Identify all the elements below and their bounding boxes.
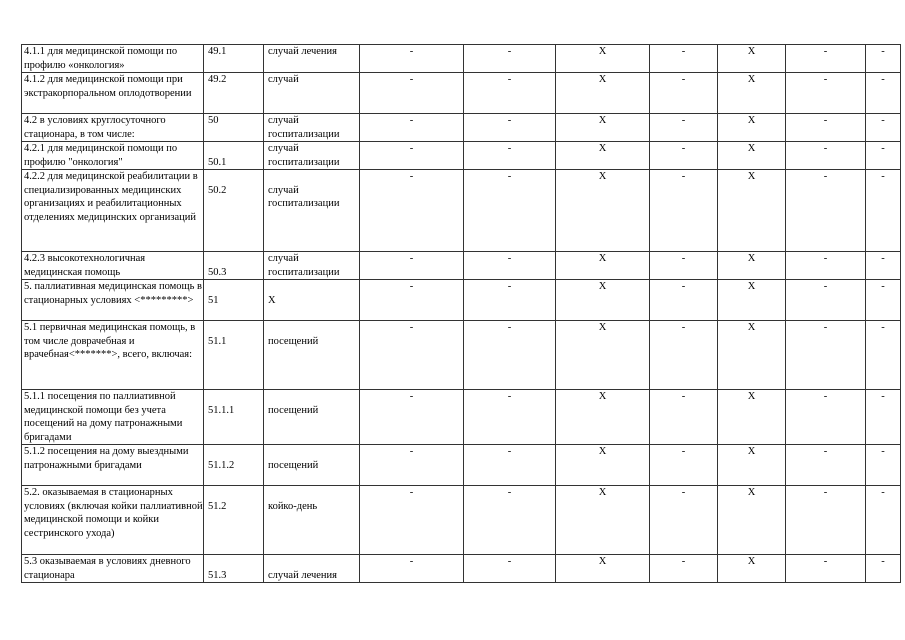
value-cell-text: - bbox=[681, 487, 686, 498]
value-cell-text: X bbox=[747, 322, 756, 333]
unit-cell-text: случай лечения bbox=[268, 46, 337, 57]
unit-cell-text: койко-день bbox=[268, 500, 318, 512]
value-cell bbox=[464, 445, 556, 486]
value-cell bbox=[360, 486, 464, 555]
value-cell bbox=[650, 73, 718, 114]
value-cell bbox=[786, 114, 866, 142]
value-cell bbox=[786, 170, 866, 252]
value-cell bbox=[650, 114, 718, 142]
indicator-name-cell bbox=[22, 114, 204, 142]
value-cell-text: - bbox=[823, 322, 828, 333]
table-body bbox=[22, 45, 901, 583]
value-cell bbox=[650, 45, 718, 73]
row-code-cell-text: 49.1 bbox=[208, 46, 227, 57]
unit-cell-text: посещений bbox=[268, 459, 319, 471]
row-code-cell bbox=[204, 170, 264, 252]
value-cell bbox=[650, 321, 718, 390]
value-cell-text: - bbox=[507, 171, 512, 182]
value-cell-text: - bbox=[881, 46, 885, 57]
value-cell-text: - bbox=[507, 391, 512, 402]
unit-cell-text: случай лечения bbox=[268, 569, 337, 581]
indicator-name-cell-text: 4.1.2 для медицинской помощи при экстракорпоральном оплодотворении bbox=[24, 74, 192, 99]
value-cell-text: - bbox=[507, 446, 512, 457]
indicator-name-cell-text: 5.3 оказываемая в условиях дневного стационара bbox=[24, 556, 191, 581]
value-cell-text: - bbox=[681, 253, 686, 264]
value-cell-text: X bbox=[598, 487, 607, 498]
indicator-name-cell bbox=[22, 142, 204, 170]
value-cell bbox=[360, 45, 464, 73]
indicator-name-cell bbox=[22, 445, 204, 486]
value-cell bbox=[786, 252, 866, 280]
value-cell bbox=[718, 445, 786, 486]
value-cell-text: - bbox=[507, 253, 512, 264]
unit-cell-text: случай bbox=[268, 74, 299, 85]
value-cell bbox=[786, 555, 866, 583]
row-code-cell-text: 50.2 bbox=[208, 184, 227, 196]
value-cell bbox=[650, 555, 718, 583]
value-cell-text: - bbox=[507, 556, 512, 567]
value-cell-text: - bbox=[823, 74, 828, 85]
table-row bbox=[22, 45, 901, 73]
value-cell bbox=[718, 280, 786, 321]
value-cell-text: - bbox=[681, 322, 686, 333]
table-row bbox=[22, 321, 901, 390]
value-cell-text: - bbox=[409, 487, 414, 498]
value-cell bbox=[650, 390, 718, 445]
value-cell-text: X bbox=[747, 171, 756, 182]
data-table bbox=[21, 44, 901, 583]
value-cell bbox=[650, 252, 718, 280]
value-cell bbox=[556, 73, 650, 114]
value-cell-text: - bbox=[881, 281, 885, 292]
indicator-name-cell bbox=[22, 555, 204, 583]
value-cell-text: X bbox=[598, 171, 607, 182]
value-cell bbox=[464, 390, 556, 445]
indicator-name-cell-text: 4.1.1 для медицинской помощи по профилю «онкология» bbox=[24, 46, 178, 71]
table-row bbox=[22, 445, 901, 486]
value-cell-text: - bbox=[881, 115, 885, 126]
value-cell-text: - bbox=[409, 46, 414, 57]
indicator-name-cell-text: 4.2 в условиях круглосуточного стационара, в том числе: bbox=[24, 115, 166, 140]
table-row bbox=[22, 486, 901, 555]
value-cell bbox=[556, 142, 650, 170]
value-cell-text: - bbox=[507, 46, 512, 57]
indicator-name-cell bbox=[22, 45, 204, 73]
value-cell-text: - bbox=[823, 46, 828, 57]
value-cell bbox=[464, 142, 556, 170]
value-cell bbox=[556, 390, 650, 445]
value-cell bbox=[718, 45, 786, 73]
value-cell bbox=[360, 321, 464, 390]
value-cell-text: X bbox=[747, 446, 756, 457]
value-cell-text: X bbox=[747, 253, 756, 264]
value-cell-text: - bbox=[409, 281, 414, 292]
value-cell-text: - bbox=[881, 253, 885, 264]
value-cell-text: X bbox=[747, 46, 756, 57]
indicator-name-cell bbox=[22, 280, 204, 321]
value-cell bbox=[464, 73, 556, 114]
value-cell-text: - bbox=[681, 281, 686, 292]
value-cell bbox=[866, 445, 901, 486]
value-cell-text: X bbox=[747, 556, 756, 567]
value-cell bbox=[718, 73, 786, 114]
indicator-name-cell bbox=[22, 321, 204, 390]
value-cell-text: - bbox=[681, 391, 686, 402]
unit-cell bbox=[264, 114, 360, 142]
value-cell-text: - bbox=[823, 281, 828, 292]
indicator-name-cell-text: 5.1.1 посещения по паллиативной медицинской помощи без учета посещений на дому патронажными бригадами bbox=[24, 391, 183, 443]
value-cell-text: - bbox=[507, 143, 512, 154]
unit-cell bbox=[264, 390, 360, 445]
indicator-name-cell bbox=[22, 252, 204, 280]
row-code-cell-text: 51.2 bbox=[208, 500, 227, 512]
unit-cell-text: случай госпитализации bbox=[268, 115, 340, 140]
value-cell bbox=[786, 321, 866, 390]
value-cell bbox=[786, 445, 866, 486]
table-row bbox=[22, 390, 901, 445]
row-code-cell-text: 49.2 bbox=[208, 74, 227, 85]
value-cell-text: - bbox=[881, 74, 885, 85]
value-cell-text: X bbox=[747, 115, 756, 126]
value-cell bbox=[718, 321, 786, 390]
value-cell-text: - bbox=[681, 556, 686, 567]
unit-cell-text: случай госпитализации bbox=[268, 253, 340, 278]
value-cell-text: - bbox=[507, 322, 512, 333]
value-cell bbox=[650, 280, 718, 321]
value-cell-text: - bbox=[823, 171, 828, 182]
value-cell bbox=[866, 114, 901, 142]
value-cell bbox=[866, 142, 901, 170]
unit-cell bbox=[264, 445, 360, 486]
value-cell bbox=[786, 142, 866, 170]
indicator-name-cell-text: 5.2. оказываемая в стационарных условиях (включая койки паллиативной медицинской помощи и койки сестринского ухода) bbox=[24, 487, 203, 539]
value-cell-text: - bbox=[507, 115, 512, 126]
table-row bbox=[22, 73, 901, 114]
value-cell bbox=[464, 486, 556, 555]
table-row bbox=[22, 142, 901, 170]
unit-cell-text: случай госпитализации bbox=[268, 184, 340, 209]
value-cell-text: - bbox=[409, 115, 414, 126]
value-cell bbox=[360, 390, 464, 445]
value-cell bbox=[556, 114, 650, 142]
row-code-cell-text: 51.3 bbox=[208, 569, 227, 581]
row-code-cell bbox=[204, 555, 264, 583]
value-cell-text: X bbox=[747, 74, 756, 85]
value-cell bbox=[464, 114, 556, 142]
row-code-cell bbox=[204, 142, 264, 170]
value-cell bbox=[360, 73, 464, 114]
value-cell-text: X bbox=[747, 391, 756, 402]
value-cell-text: - bbox=[507, 487, 512, 498]
value-cell-text: - bbox=[881, 391, 885, 402]
value-cell bbox=[866, 45, 901, 73]
value-cell-text: - bbox=[823, 143, 828, 154]
value-cell bbox=[650, 170, 718, 252]
value-cell bbox=[464, 280, 556, 321]
value-cell-text: - bbox=[409, 391, 414, 402]
value-cell bbox=[786, 280, 866, 321]
value-cell bbox=[866, 486, 901, 555]
unit-cell bbox=[264, 45, 360, 73]
value-cell-text: X bbox=[598, 322, 607, 333]
row-code-cell bbox=[204, 445, 264, 486]
indicator-name-cell-text: 4.2.3 высокотехнологичная медицинская помощь bbox=[24, 253, 146, 278]
unit-cell bbox=[264, 486, 360, 555]
value-cell-text: - bbox=[507, 74, 512, 85]
indicator-name-cell-text: 5.1.2 посещения на дому выездными патронажными бригадами bbox=[24, 446, 189, 471]
value-cell bbox=[556, 486, 650, 555]
unit-cell bbox=[264, 252, 360, 280]
table-row bbox=[22, 170, 901, 252]
table-row bbox=[22, 252, 901, 280]
value-cell-text: - bbox=[409, 556, 414, 567]
value-cell-text: - bbox=[881, 143, 885, 154]
value-cell bbox=[786, 73, 866, 114]
value-cell-text: X bbox=[598, 74, 607, 85]
value-cell bbox=[360, 555, 464, 583]
value-cell bbox=[866, 555, 901, 583]
value-cell-text: X bbox=[598, 46, 607, 57]
value-cell-text: - bbox=[823, 487, 828, 498]
value-cell-text: - bbox=[681, 46, 686, 57]
value-cell-text: - bbox=[681, 74, 686, 85]
value-cell bbox=[718, 555, 786, 583]
value-cell bbox=[718, 486, 786, 555]
value-cell-text: X bbox=[598, 556, 607, 567]
value-cell bbox=[360, 170, 464, 252]
value-cell bbox=[464, 555, 556, 583]
unit-cell-text: X bbox=[268, 294, 276, 306]
value-cell-text: - bbox=[823, 115, 828, 126]
unit-cell bbox=[264, 280, 360, 321]
row-code-cell bbox=[204, 45, 264, 73]
value-cell bbox=[556, 555, 650, 583]
value-cell bbox=[556, 321, 650, 390]
row-code-cell bbox=[204, 73, 264, 114]
value-cell bbox=[556, 280, 650, 321]
value-cell-text: - bbox=[881, 556, 885, 567]
value-cell bbox=[360, 142, 464, 170]
value-cell bbox=[360, 280, 464, 321]
value-cell-text: - bbox=[881, 322, 885, 333]
value-cell bbox=[786, 45, 866, 73]
value-cell bbox=[786, 390, 866, 445]
value-cell-text: - bbox=[409, 446, 414, 457]
value-cell bbox=[866, 170, 901, 252]
value-cell bbox=[556, 252, 650, 280]
value-cell bbox=[556, 170, 650, 252]
value-cell bbox=[718, 252, 786, 280]
row-code-cell-text: 51.1.1 bbox=[208, 404, 235, 416]
value-cell bbox=[464, 252, 556, 280]
indicator-name-cell bbox=[22, 73, 204, 114]
row-code-cell bbox=[204, 321, 264, 390]
value-cell-text: - bbox=[507, 281, 512, 292]
value-cell-text: - bbox=[881, 171, 885, 182]
value-cell-text: - bbox=[681, 171, 686, 182]
row-code-cell bbox=[204, 252, 264, 280]
indicator-name-cell-text: 4.2.2 для медицинской реабилитации в специализированных медицинских организациях и реабилитационных отделениях медицинских организаций bbox=[24, 171, 198, 223]
indicator-name-cell-text: 4.2.1 для медицинской помощи по профилю "онкология" bbox=[24, 143, 178, 168]
unit-cell bbox=[264, 170, 360, 252]
value-cell-text: X bbox=[598, 391, 607, 402]
indicator-name-cell-text: 5.1 первичная медицинская помощь, в том числе доврачебная и врачебная<*******>, всего, включая: bbox=[24, 322, 196, 360]
value-cell-text: X bbox=[598, 115, 607, 126]
row-code-cell-text: 50 bbox=[208, 115, 219, 126]
value-cell-text: - bbox=[409, 143, 414, 154]
indicator-name-cell bbox=[22, 486, 204, 555]
value-cell bbox=[556, 45, 650, 73]
value-cell bbox=[866, 280, 901, 321]
value-cell-text: X bbox=[598, 253, 607, 264]
table-row bbox=[22, 555, 901, 583]
value-cell-text: - bbox=[409, 253, 414, 264]
unit-cell-text: посещений bbox=[268, 404, 319, 416]
table-row bbox=[22, 114, 901, 142]
value-cell-text: X bbox=[598, 446, 607, 457]
row-code-cell-text: 51.1.2 bbox=[208, 459, 235, 471]
row-code-cell-text: 51.1 bbox=[208, 335, 227, 347]
row-code-cell-text: 51 bbox=[208, 294, 219, 306]
value-cell bbox=[360, 445, 464, 486]
value-cell bbox=[866, 321, 901, 390]
value-cell bbox=[718, 170, 786, 252]
unit-cell-text: посещений bbox=[268, 335, 319, 347]
value-cell bbox=[786, 486, 866, 555]
unit-cell bbox=[264, 555, 360, 583]
value-cell-text: - bbox=[409, 171, 414, 182]
unit-cell bbox=[264, 73, 360, 114]
unit-cell-text: случай госпитализации bbox=[268, 143, 340, 168]
value-cell-text: - bbox=[881, 446, 885, 457]
value-cell-text: - bbox=[681, 115, 686, 126]
row-code-cell bbox=[204, 390, 264, 445]
value-cell-text: - bbox=[409, 74, 414, 85]
value-cell-text: - bbox=[681, 446, 686, 457]
row-code-cell bbox=[204, 280, 264, 321]
value-cell bbox=[650, 486, 718, 555]
value-cell-text: - bbox=[409, 322, 414, 333]
value-cell bbox=[464, 45, 556, 73]
value-cell bbox=[360, 252, 464, 280]
row-code-cell-text: 50.1 bbox=[208, 156, 227, 168]
row-code-cell bbox=[204, 114, 264, 142]
value-cell-text: - bbox=[823, 391, 828, 402]
table-row bbox=[22, 280, 901, 321]
value-cell bbox=[866, 390, 901, 445]
value-cell-text: - bbox=[881, 487, 885, 498]
indicator-name-cell bbox=[22, 390, 204, 445]
value-cell-text: X bbox=[747, 143, 756, 154]
row-code-cell bbox=[204, 486, 264, 555]
value-cell bbox=[360, 114, 464, 142]
value-cell-text: X bbox=[747, 487, 756, 498]
value-cell-text: - bbox=[823, 253, 828, 264]
value-cell bbox=[866, 73, 901, 114]
value-cell bbox=[464, 321, 556, 390]
indicator-name-cell bbox=[22, 170, 204, 252]
value-cell-text: X bbox=[598, 143, 607, 154]
row-code-cell-text: 50.3 bbox=[208, 266, 227, 278]
value-cell-text: X bbox=[598, 281, 607, 292]
value-cell-text: X bbox=[747, 281, 756, 292]
unit-cell bbox=[264, 321, 360, 390]
value-cell bbox=[718, 142, 786, 170]
value-cell bbox=[718, 390, 786, 445]
value-cell-text: - bbox=[681, 143, 686, 154]
unit-cell bbox=[264, 142, 360, 170]
value-cell-text: - bbox=[823, 556, 828, 567]
value-cell bbox=[650, 142, 718, 170]
value-cell bbox=[650, 445, 718, 486]
value-cell bbox=[718, 114, 786, 142]
value-cell-text: - bbox=[823, 446, 828, 457]
indicator-name-cell-text: 5. паллиативная медицинская помощь в стационарных условиях <*********> bbox=[24, 281, 202, 306]
value-cell bbox=[866, 252, 901, 280]
value-cell bbox=[556, 445, 650, 486]
value-cell bbox=[464, 170, 556, 252]
